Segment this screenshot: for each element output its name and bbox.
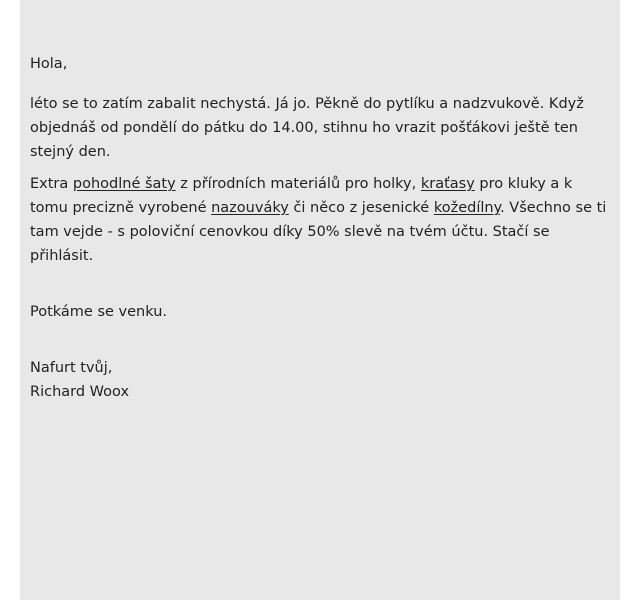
offer-text-3: pro kluky a k tomu precizně vyrobené (30, 176, 573, 216)
link-dresses[interactable]: pohodlné šaty (72, 176, 176, 192)
signature: Richard Woox (30, 384, 130, 400)
closing: Nafurt tvůj, (30, 360, 113, 376)
offer-text-1: Extra (30, 176, 73, 192)
link-slip-ons[interactable]: nazouváky (211, 200, 289, 216)
email-body (30, 52, 614, 404)
greeting: Hola, (30, 56, 68, 72)
offer-text-2: z přírodních materiálů pro holky, (175, 176, 421, 192)
offer-text-4: či něco z jesenické (288, 200, 434, 216)
link-shorts[interactable]: kraťasy (420, 176, 475, 192)
offer-text-5: . Všechno se ti tam vejde - s poloviční cenovkou díky 50% slevě na tvém účtu. Stačí se přihlásit. (30, 200, 607, 264)
paragraph-offer (30, 172, 614, 268)
link-leather-workshop[interactable]: kožedílny (433, 200, 501, 216)
paragraph-meet: Potkáme se venku. (30, 304, 167, 320)
paragraph-delivery: léto se to zatím zabalit nechystá. Já jo. Pěkně do pytlíku a nadzvukově. Když objednáš od pondělí do pátku do 14.00, stihnu ho vrazit pošťákovi ještě ten stejný den. (30, 96, 584, 160)
email-panel (20, 0, 620, 600)
